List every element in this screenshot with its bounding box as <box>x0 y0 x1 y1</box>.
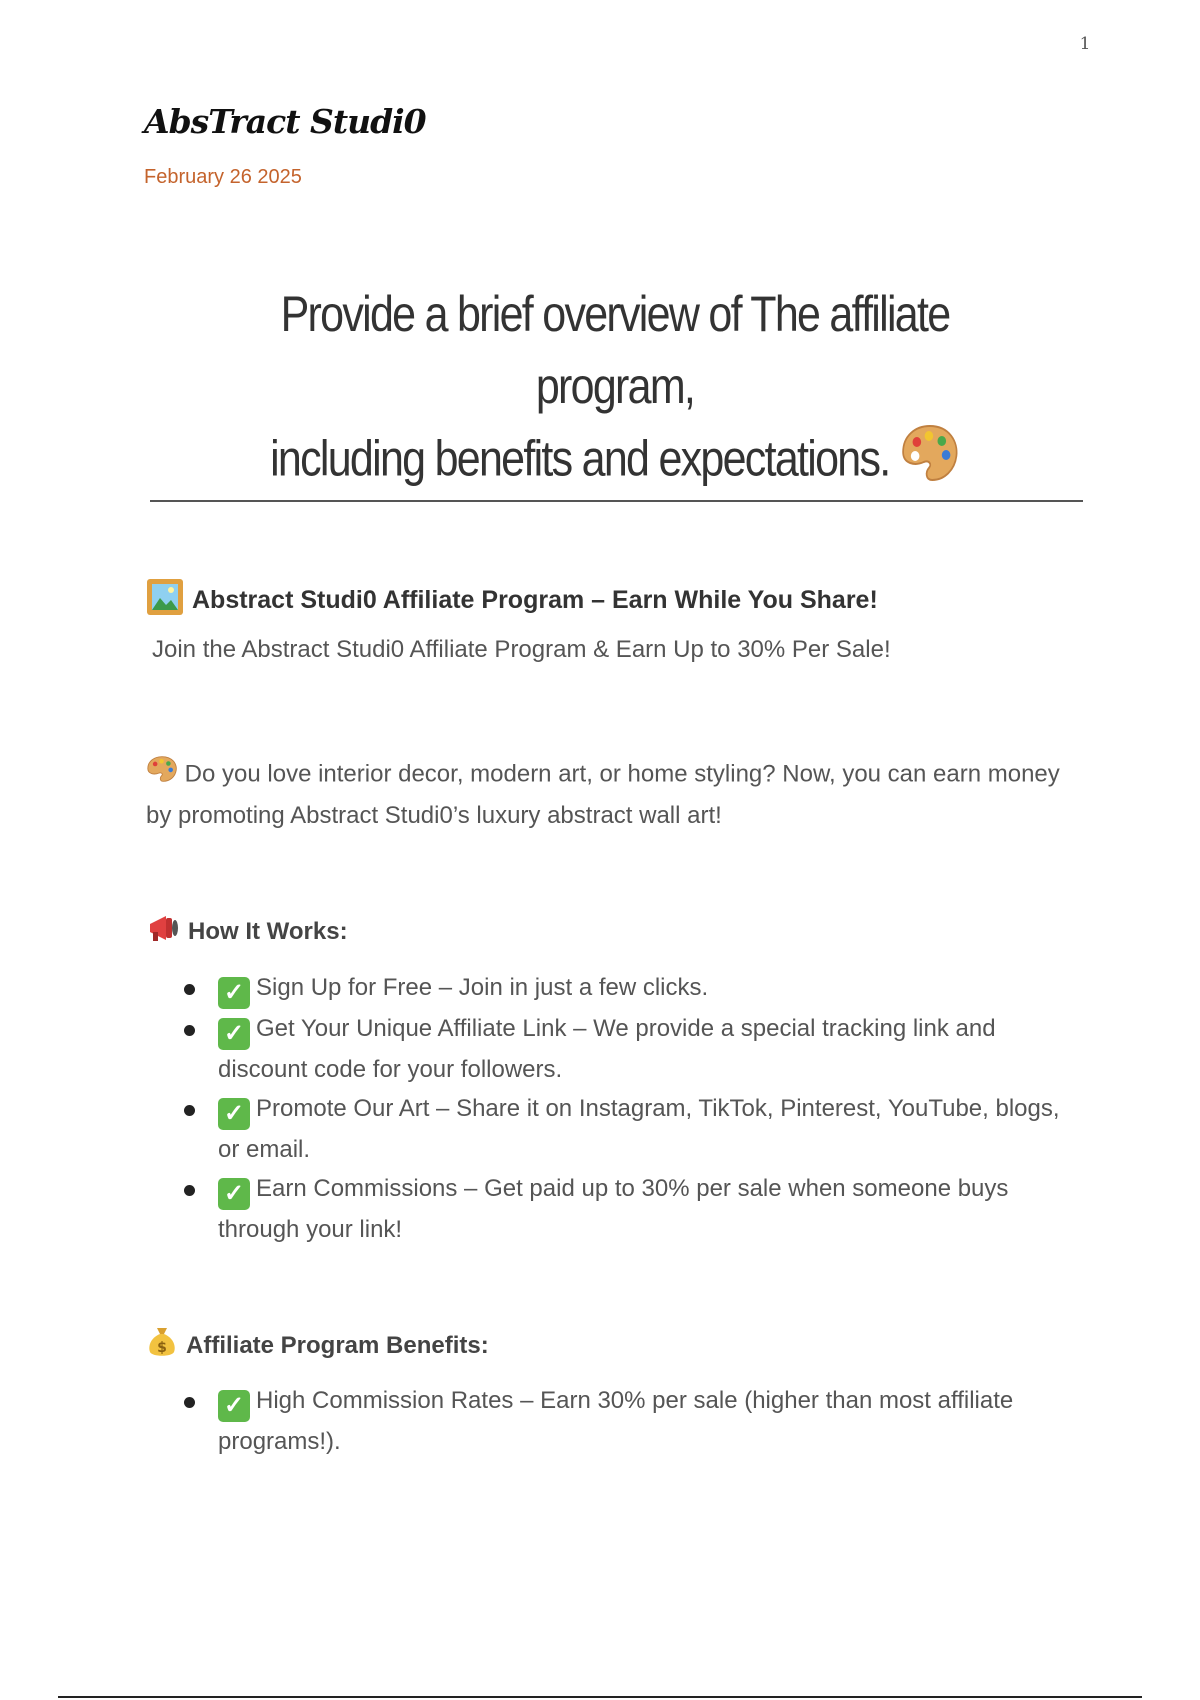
bullet-dot <box>184 1025 195 1036</box>
pitch-paragraph <box>146 754 1086 835</box>
document-date: February 26 2025 <box>144 166 302 188</box>
bullet-dot <box>184 1105 195 1116</box>
list-item <box>146 1089 1086 1169</box>
bullet-dot <box>184 1397 195 1408</box>
check-mark-icon: ✓ <box>218 1390 250 1422</box>
title-line-2-wrapper <box>215 422 1015 503</box>
program-heading <box>146 578 878 623</box>
list-item-text: Get Your Unique Affiliate Link – We provide a special tracking link and discount code for your followers. <box>218 1015 996 1083</box>
benefits-list <box>146 1381 1086 1461</box>
how-it-works-heading <box>146 912 348 951</box>
check-mark-icon: ✓ <box>218 1178 250 1210</box>
bullet-dot <box>184 984 195 995</box>
brand-logo-text: AbsTract Studi0 <box>144 102 426 141</box>
list-item-text: High Commission Rates – Earn 30% per sale (higher than most affiliate programs!). <box>218 1387 1014 1455</box>
list-item-text: Promote Our Art – Share it on Instagram, TikTok, Pinterest, YouTube, blogs, or email. <box>218 1095 1060 1163</box>
svg-text:$: $ <box>157 1340 167 1356</box>
list-item-text: Sign Up for Free – Join in just a few clicks. <box>256 974 709 1001</box>
bullet-dot <box>184 1185 195 1196</box>
framed-picture-icon <box>146 578 184 623</box>
page-number: 1 <box>1079 34 1091 54</box>
artist-palette-icon <box>900 422 960 503</box>
how-it-works-heading-text: How It Works: <box>188 917 348 945</box>
how-it-works-list <box>146 968 1086 1249</box>
program-heading-text: Abstract Studi0 Affiliate Program – Earn While You Share! <box>192 586 878 614</box>
list-item <box>146 1009 1086 1089</box>
check-mark-icon: ✓ <box>218 1018 250 1050</box>
benefits-heading-text: Affiliate Program Benefits: <box>186 1331 489 1359</box>
pitch-text: Do you love interior decor, modern art, or home styling? Now, you can earn money by promoting Abstract Studi0’s luxury abstract wall art! <box>146 760 1060 829</box>
page-title <box>215 278 1015 503</box>
benefits-heading <box>146 1325 489 1366</box>
list-item <box>146 1169 1086 1249</box>
title-line-2: including benefits and expectations. <box>270 430 890 487</box>
artist-palette-icon <box>146 754 178 796</box>
program-intro: Join the Abstract Studi0 Affiliate Program & Earn Up to 30% Per Sale! <box>152 636 891 663</box>
money-bag-icon <box>146 1325 178 1366</box>
title-line-1: Provide a brief overview of The affiliate program, <box>280 286 950 414</box>
list-item <box>146 1381 1086 1461</box>
check-mark-icon: ✓ <box>218 977 250 1009</box>
check-mark-icon: ✓ <box>218 1098 250 1130</box>
page-bottom-rule <box>58 1696 1142 1698</box>
section-divider <box>150 500 1083 502</box>
list-item <box>146 968 1086 1009</box>
list-item-text: Earn Commissions – Get paid up to 30% per sale when someone buys through your link! <box>218 1175 1009 1243</box>
megaphone-icon <box>146 912 180 951</box>
